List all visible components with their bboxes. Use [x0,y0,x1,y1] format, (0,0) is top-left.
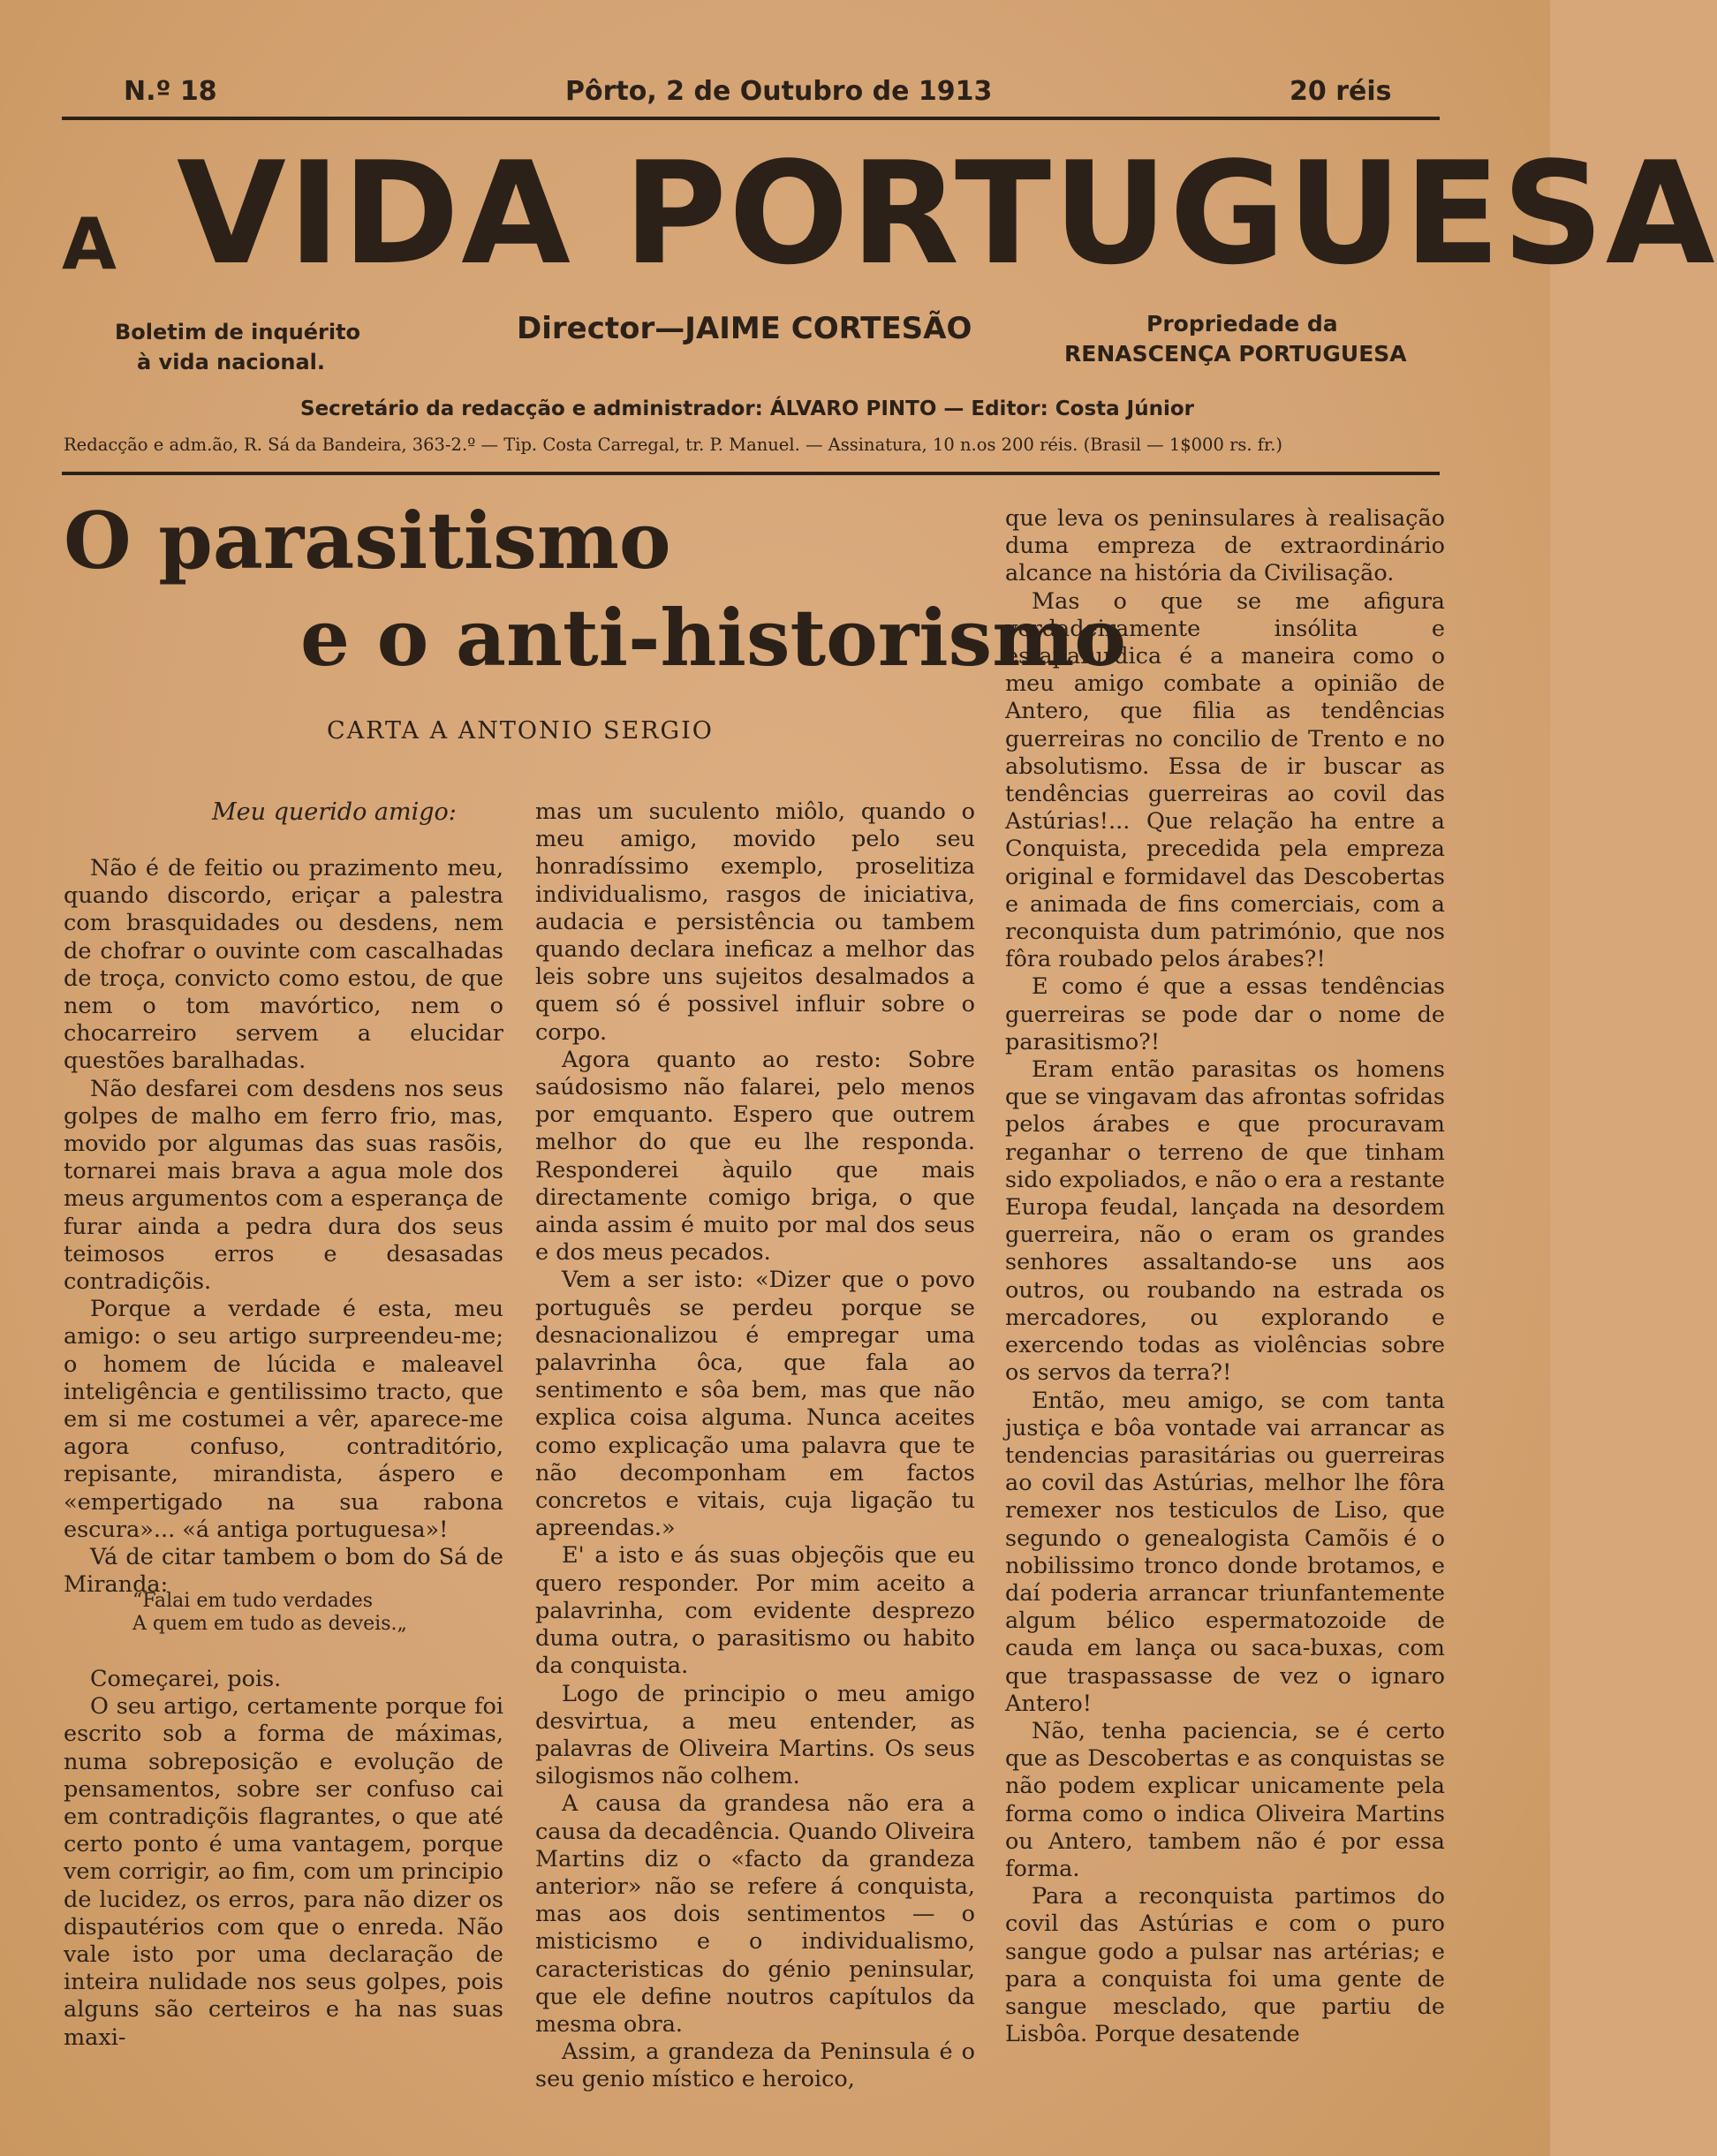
quote-line: “Falai em tudo verdades [132,1590,374,1612]
column-2 [535,798,975,2094]
headline-line1: O parasitismo [64,495,671,586]
quote-line: A quem em tudo as deveis.„ [132,1613,407,1635]
paragraph: Não desfarei com desdens nos seus golpes de malho em ferro frio, mas, movido por algumas das suas rasõis, tornarei mais brava a agua mole dos meus argumentos com a esperança de furar ainda a pedra dura dos seus teimosos erros e desasadas contradiçõis. [64,1075,503,1296]
verse-quote [132,1590,407,1636]
paragraph: Não, tenha paciencia, se é certo que as Descobertas e as conquistas se não podem explicar unicamente pela forma como o indica Oliveira Martins ou Antero, tambem não é por essa forma. [1005,1717,1445,1882]
subtitle-right-2: RENASCENÇA PORTUGUESA [1064,341,1407,367]
salutation: Meu querido amigo: [212,798,457,826]
paragraph: E como é que a essas tendências guerreiras se pode dar o nome de parasitismo?! [1005,973,1445,1055]
issue-bar [62,76,1440,115]
staff-line: Secretário da redacção e administrador: ÁLVARO PINTO — Editor: Costa Júnior [300,397,1195,420]
column-1 [64,855,503,1599]
place-date: Pôrto, 2 de Outubro de 1913 [565,76,993,107]
masthead-article: A [62,203,117,285]
column-3 [1005,505,1445,2048]
paragraph: E' a isto e ás suas objeçõis que eu quero responder. Por mim aceito a palavrinha, com evidente desprezo duma outra, o parasitismo ou habito da conquista. [535,1542,975,1680]
price: 20 réis [1290,76,1392,107]
masthead-title: VIDA PORTUGUESA [177,131,1717,296]
paragraph: Vá de citar tambem o bom do Sá de Miranda: [64,1544,503,1599]
issue-number: N.º 18 [124,76,217,107]
paragraph: Então, meu amigo, se com tanta justiça e bôa vontade vai arrancar as tendencias parasitárias ou guerreiras ao covil das Astúrias, melhor lhe fôra remexer nos testiculos de Liso, que segundo o genealogista Camõis é o nobilissimo tronco donde brotamos, e daí poderia arrancar triunfantemente algum bélico espermatozoide de cauda em lança ou saca-buxas, com que traspassasse de vez o ignaro Antero! [1005,1387,1445,1717]
paragraph: Não é de feitio ou prazimento meu, quando discordo, eriçar a palestra com brasquidades ou desdens, nem de chofrar o ouvinte com cascalhadas de troça, convicto como estou, de que nem o tom mavórtico, nem o chocarreiro servem a elucidar questões baralhadas. [64,855,503,1075]
column-1-continued [64,1666,503,2052]
paragraph: que leva os peninsulares à realisação duma empreza de extraordinário alcance na história da Civilisação. [1005,505,1445,587]
masthead [62,131,1717,296]
paragraph: Agora quanto ao resto: Sobre saúdosismo não falarei, pelo menos por emquanto. Espero que outrem melhor do que eu lhe responda. Responderei àquilo que mais directamente comigo briga, o que ainda assim é muito por mal dos seus e dos meus pecados. [535,1046,975,1267]
paragraph: Assim, a grandeza da Peninsula é o seu genio místico e heroico, [535,2039,975,2093]
subtitle-left-2: à vida nacional. [137,350,325,374]
paragraph: Porque a verdade é esta, meu amigo: o seu artigo surpreendeu-me; o homem de lúcida e maleavel inteligência e gentilissimo tracto, que em si me costumei a vêr, aparece-me agora confuso, contraditório, repisante, mirandista, áspero e «empertigado na sua rabona escura»... «á antiga portuguesa»! [64,1296,503,1543]
paragraph: O seu artigo, certamente porque foi escrito sob a forma de máximas, numa sobreposição e evolução de pensamentos, sobre ser confuso cai em contradiçõis flagrantes, o que até certo ponto é uma vantagem, porque vem corrigir, ao fim, com um principio de lucidez, os erros, para não dizer os dispautérios com que o enreda. Não vale isto por uma declaração de inteira nulidade nos seus golpes, pois alguns são certeiros e ha nas suas maxi- [64,1693,503,2051]
address-line: Redacção e adm.ão, R. Sá da Bandeira, 363-2.º — Tip. Costa Carregal, tr. P. Manuel. — Assinatura, 10 n.os 200 réis. (Brasil — 1$000 rs. fr.) [64,435,1282,455]
paragraph: A causa da grandesa não era a causa da decadência. Quando Oliveira Martins diz o «facto da grandeza anterior» não se refere á conquista, mas aos dois sentimentos — o misticismo e o individualismo, caracteristicas do génio peninsular, que ele define noutros capítulos da mesma obra. [535,1790,975,2038]
director: Director—JAIME CORTESÃO [517,311,972,346]
paragraph: Vem a ser isto: «Dizer que o povo português se perdeu porque se desnacionalizou é empregar uma palavrinha ôca, que fala ao sentimento e sôa bem, mas que não explica coisa alguma. Nunca aceites como explicação uma palavra que te não decomponham em factos concretos e vitais, cuja ligação tu apreendas.» [535,1267,975,1542]
header-rule [62,472,1440,475]
paragraph: Começarei, pois. [90,1666,282,1692]
headline-line2: e o anti-historismo [300,592,1126,684]
subtitle-right-1: Propriedade da [1146,311,1338,337]
paragraph: Mas o que se me afigura verdadeiramente insólita e estapafurdica é a maneira como o meu amigo combate a opinião de Antero, que filia as tendências guerreiras no concilio de Trento e no absolutismo. Essa de ir buscar as tendências guerreiras ao covil das Astúrias!... Que relação ha entre a Conquista, precedida pela empreza original e formidavel das Descobertas e animada de fins comerciais, com a reconquista dum património, que nos fôra roubado pelos árabes?! [1005,587,1445,973]
top-rule [62,117,1440,120]
article-subtitle: CARTA A ANTONIO SERGIO [327,717,714,745]
paragraph: Para a reconquista partimos do covil das Astúrias e com o puro sangue godo a pulsar nas artérias; e para a conquista foi uma gente de sangue mesclado, que partiu de Lisbôa. Porque desatende [1005,1883,1445,2048]
paragraph: Logo de principio o meu amigo desvirtua, a meu entender, as palavras de Oliveira Martins. Os seus silogismos não colhem. [535,1680,975,1790]
subtitle-left-1: Boletim de inquérito [115,320,361,344]
paragraph: mas um suculento miôlo, quando o meu amigo, movido pelo seu honradíssimo exemplo, proselitiza individualismo, rasgos de iniciativa, audacia e persistência ou tambem quando declara ineficaz a melhor das leis sobre uns sujeitos desalmados a quem só é possivel influir sobre o corpo. [535,798,975,1046]
paragraph: Eram então parasitas os homens que se vingavam das afrontas sofridas pelos árabes e que procuravam reganhar o terreno de que tinham sido expoliados, e não o era a restante Europa feudal, lançada na desordem guerreira, não o eram os grandes senhores assaltando-se uns aos outros, ou roubando na estrada os mercadores, ou explorando e exercendo todas as violências sobre os servos da terra?! [1005,1056,1445,1387]
